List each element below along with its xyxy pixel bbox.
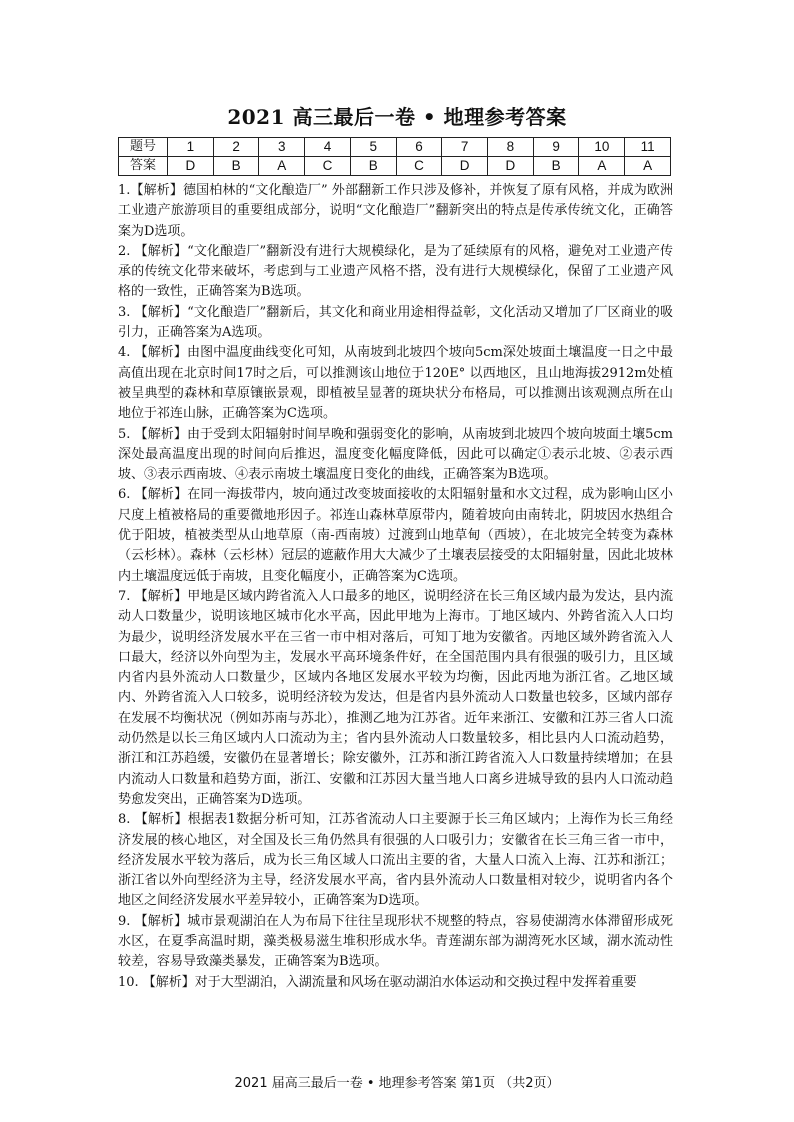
page-footer: 2021 届高三最后一卷 • 地理参考答案 第1页 （共2页）	[234, 1076, 560, 1091]
question-number: 9	[533, 138, 579, 157]
question-number: 6	[396, 138, 442, 157]
explanation-1: 1.【解析】德国柏林的“文化酿造厂” 外部翻新工作只涉及修补，并恢复了原有风格，并成为欧洲工业遗产旅游项目的重要组成部分，说明“文化酿造厂”翻新突出的特点是传承传统文化，正确答案为D选项。	[118, 183, 673, 239]
answer-cell: C	[305, 157, 351, 176]
explanation-6: 6. 【解析】在同一海拔带内，坡向通过改变坡面接收的太阳辐射量和水文过程，成为影响山区小尺度上植被格局的重要微地形因子。祁连山森林草原带内，随着坡向由南转北，阴坡因水热组合优于阳坡，植被类型从山地草原（南-西南坡）过渡到山地草甸（西坡），在北坡完全转变为森林（云杉林）。森林（云杉林）冠层的遮蔽作用大大减少了土壤表层接受的太阳辐射量，因此北坡林内土壤温度远低于南坡，且变化幅度小，正确答案为C选项。	[118, 487, 673, 584]
answer-table	[118, 137, 671, 176]
question-number: 2	[213, 138, 259, 157]
question-number: 5	[350, 138, 396, 157]
explanation-9: 9. 【解析】城市景观湖泊在人为布局下往往呈现形状不规整的特点，容易使湖湾水体滞留形成死水区，在夏季高温时期，藻类极易滋生堆积形成水华。青莲湖东部为湖湾死水区域，湖水流动性较差，容易导致藻类暴发，正确答案为B选项。	[118, 913, 673, 970]
answer-cell: A	[579, 157, 625, 176]
question-number: 3	[259, 138, 305, 157]
answer-cell: A	[259, 157, 305, 176]
answer-cell: C	[396, 157, 442, 176]
row-label-number: 题号	[119, 138, 168, 157]
answer-cell: D	[488, 157, 534, 176]
question-number: 7	[442, 138, 488, 157]
explanation-5: 5. 【解析】由于受到太阳辐射时间早晚和强弱变化的影响，从南坡到北坡四个坡向坡面土壤5cm深处最高温度出现的时间向后推迟，温度变化幅度降低，因此可以确定①表示北坡、②表示西坡、③表示西南坡、④表示南坡土壤温度日变化的曲线，正确答案为B选项。	[118, 426, 673, 483]
explanation-10: 10. 【解析】对于大型湖泊，入湖流量和风场在驱动湖泊水体运动和交换过程中发挥着重要	[118, 974, 637, 990]
explanations	[118, 181, 673, 993]
answer-cell: B	[533, 157, 579, 176]
answer-cell: B	[350, 157, 396, 176]
number-row	[119, 138, 671, 157]
answer-row	[119, 157, 671, 176]
question-number: 11	[625, 138, 671, 157]
answer-cell: D	[168, 157, 214, 176]
row-label-answer: 答案	[119, 157, 168, 176]
question-number: 10	[579, 138, 625, 157]
question-number: 1	[168, 138, 214, 157]
explanation-8: 8. 【解析】根据表1数据分析可知，江苏省流动人口主要源于长三角区域内；上海作为长三角经济发展的核心地区，对全国及长三角仍然具有很强的人口吸引力；安徽省在长三角三省一市中，经济发展水平较为落后，成为长三角区域人口流出主要的省，大量人口流入上海、江苏和浙江；浙江省以外向型经济为主导，经济发展水平高，省内县外流动人口数量相对较少，说明省内各个地区之间经济发展水平差异较小，正确答案为D选项。	[118, 812, 673, 909]
question-number: 8	[488, 138, 534, 157]
question-number: 4	[305, 138, 351, 157]
explanation-4: 4. 【解析】由图中温度曲线变化可知，从南坡到北坡四个坡向5cm深处坡面土壤温度一日之中最高值出现在北京时间17时之后，可以推测该山地位于120E° 以西地区，且山地海拔2912m处植被呈典型的森林和草原镶嵌景观，即植被呈显著的斑块状分布格局，可以推测出该观测点所在山地位于祁连山脉，正确答案为C选项。	[118, 345, 673, 422]
page-title: 2021 高三最后一卷 • 地理参考答案	[227, 105, 567, 129]
explanation-2: 2. 【解析】“文化酿造厂”翻新没有进行大规模绿化，是为了延续原有的风格，避免对工业遗产传承的传统文化带来破坏，考虑到与工业遗产风格不搭，没有进行大规模绿化，保留了工业遗产风格的一致性，正确答案为B选项。	[118, 243, 673, 300]
answer-cell: A	[625, 157, 671, 176]
explanation-3: 3. 【解析】“文化酿造厂”翻新后，其文化和商业用途相得益彰，文化活动又增加了厂区商业的吸引力，正确答案为A选项。	[118, 304, 673, 341]
answer-cell: D	[442, 157, 488, 176]
explanation-7: 7. 【解析】甲地是区域内跨省流入人口最多的地区，说明经济在长三角区域内最为发达，县内流动人口数量少，说明该地区城市化水平高，因此甲地为上海市。丁地区域内、外跨省流入人口均为最少，说明经济发展水平在三省一市中相对落后，可知丁地为安徽省。丙地区域外跨省流入人口最大，经济以外向型为主，发展水平高环境条件好，在全国范围内具有很强的吸引力，且区域内省内县外流动人口数量少，区域内各地区发展水平较为均衡，因此丙地为浙江省。乙地区域内、外跨省流入人口较多，说明经济较为发达，但是省内县外流动人口数量也较多，区域内部存在发展不均衡状况（例如苏南与苏北），推测乙地为江苏省。近年来浙江、安徽和江苏三省人口流动仍然是以长三角区域内人口流动为主；省内县外流动人口数量较多，相比县内人口流动趋势，浙江和江苏趋缓，安徽仍在显著增长；除安徽外，江苏和浙江跨省流入人口数量持续增加；在县内流动人口数量和趋势方面，浙江、安徽和江苏因大量当地人口离乡进城导致的县内人口流动趋势愈发突出，正确答案为D选项。	[118, 588, 673, 807]
answer-cell: B	[213, 157, 259, 176]
